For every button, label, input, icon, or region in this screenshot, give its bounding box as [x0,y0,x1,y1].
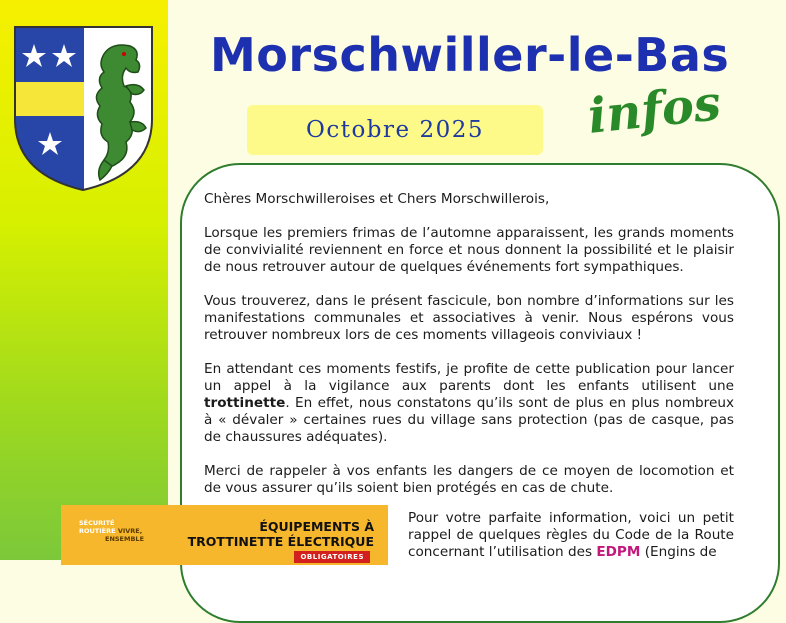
issue-date: Octobre 2025 [305,117,484,143]
letter-greeting: Chères Morschwilleroises et Chers Morschwillerois, [204,191,550,207]
poster-title: ÉQUIPEMENTS À TROTTINETTE ÉLECTRIQUE [187,519,374,549]
letter-paragraph: Merci de rappeler à vos enfants les dangers de ce moyen de locomotion et de vous assurer qu’ils soient bien protégés en cas de chute. [204,463,734,496]
letter-paragraph: Vous trouverez, dans le présent fascicule, bon nombre d’informations sur les manifestations communales et associatives à venir. Nous espérons vous retrouver nombreux lors de ces moments villageois conviviaux ! [204,293,734,343]
poster-brand: SÉCURITÉ ROUTIÈRE VIVRE, ENSEMBLE [79,519,145,543]
letter-paragraph: Lorsque les premiers frimas de l’automne apparaissent, les grands moments de convivialité reviennent en force et nous donnent la possibilité et le plaisir de nous retrouver autour de quelques événements fort sympathiques. [204,225,734,275]
letter-paragraph: En attendant ces moments festifs, je profite de cette publication pour lancer un appel à la vigilance aux parents dont les enfants utilisent une trottinette. En effet, nous constatons qu’ils sont de plus en plus nombreux à « dévaler » certaines rues du village sans protection (pas de casque, pas de chaussures adéquates). [204,361,734,445]
issue-date-box [247,105,543,155]
poster-badge: OBLIGATOIRES [294,551,370,563]
infos-label: infos [585,75,724,145]
scooter-equipment-poster [61,505,388,565]
edpm-highlight: EDPM [596,544,641,560]
highlight-trottinette: trottinette [204,395,286,411]
road-code-intro: Pour votre parfaite information, voici un petit rappel de quelques règles du Code de la Route concernant l’utilisation des EDPM (Engins de [408,510,734,560]
coat-of-arms-icon [12,24,155,192]
page-title: Morschwiller-le-Bas [210,28,730,82]
editorial-letter [204,191,734,514]
